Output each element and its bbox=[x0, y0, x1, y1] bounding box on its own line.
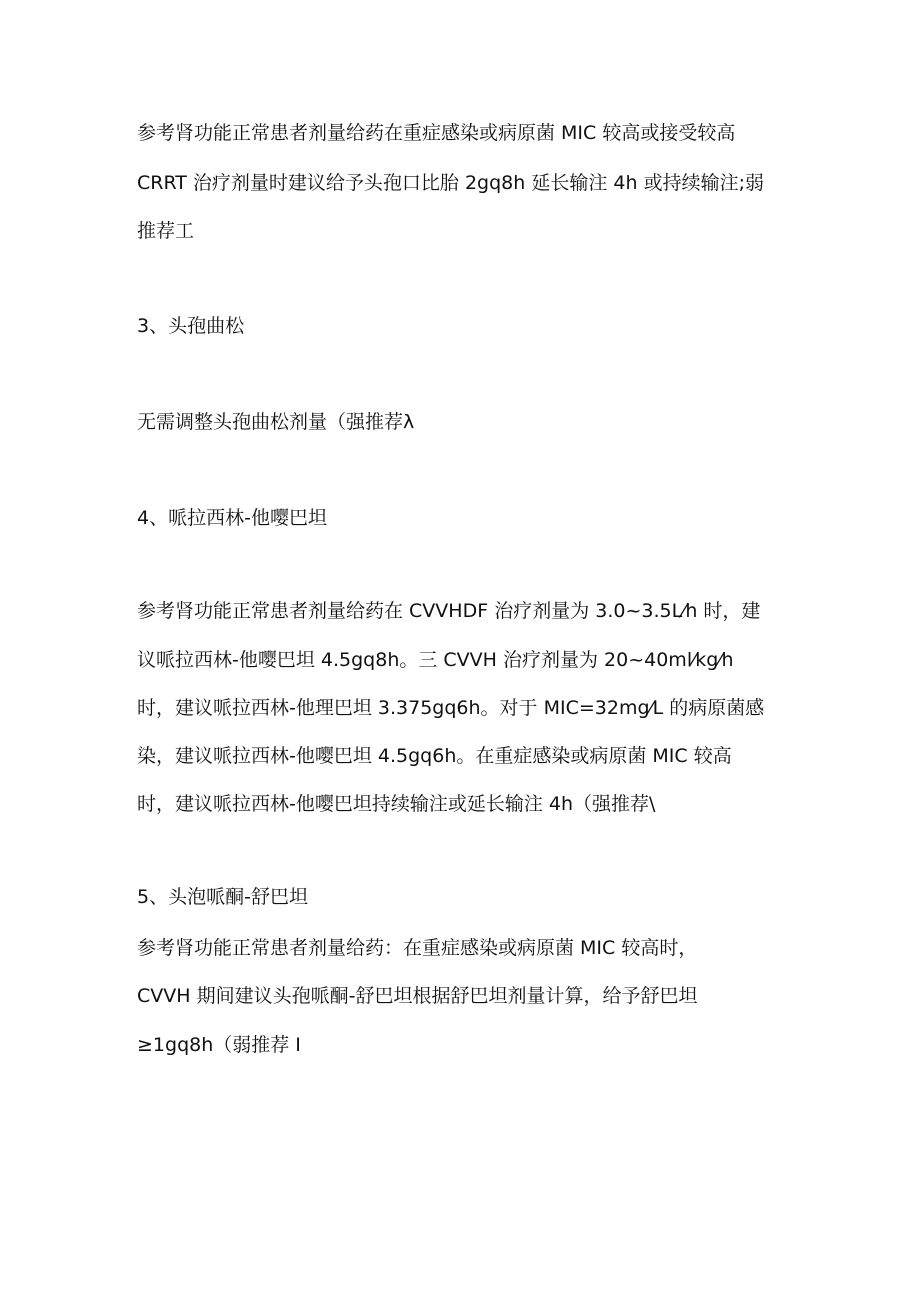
paragraph-line: 染，建议哌拉西林-他嘤巴坦 4.5gq6h。在重症感染或病原菌 MIC 较高 bbox=[137, 745, 732, 767]
paragraph-line: 参考肾功能正常患者剂量给药在 CVVHDF 治疗剂量为 3.0~3.5L⁄h 时，建 bbox=[137, 600, 761, 622]
paragraph-line: 议哌拉西林-他嘤巴坦 4.5gq8h。三 CVVH 治疗剂量为 20~40ml⁄kg⁄h bbox=[137, 649, 734, 671]
paragraph-line: 参考肾功能正常患者剂量给药在重症感染或病原菌 MIC 较高或接受较高 bbox=[137, 122, 736, 144]
section-heading: 4、哌拉西林-他嘤巴坦 bbox=[137, 507, 327, 529]
paragraph-line: 时，建议哌拉西林-他嘤巴坦持续输注或延长输注 4h（强推荐\ bbox=[137, 793, 656, 815]
section-heading: 5、头泡哌酮-舒巴坦 bbox=[137, 886, 308, 908]
section-heading: 3、头孢曲松 bbox=[137, 315, 245, 337]
paragraph-line: 参考肾功能正常患者剂量给药：在重症感染或病原菌 MIC 较高时， bbox=[137, 937, 698, 959]
paragraph-line: CVVH 期间建议头孢哌酮-舒巴坦根据舒巴坦剂量计算，给予舒巴坦 bbox=[137, 985, 698, 1007]
paragraph-line: 推荐工 bbox=[137, 220, 195, 242]
paragraph-line: 时，建议哌拉西林-他理巴坦 3.375gq6h。对于 MIC=32mg⁄L 的病原菌感 bbox=[137, 697, 765, 719]
paragraph-line: CRRT 治疗剂量时建议给予头孢口比胎 2gq8h 延长输注 4h 或持续输注;弱 bbox=[137, 172, 764, 194]
paragraph-line: 无需调整头孢曲松剂量（强推荐λ bbox=[137, 411, 415, 433]
paragraph-line: ≥1gq8h（弱推荐 I bbox=[137, 1034, 301, 1056]
